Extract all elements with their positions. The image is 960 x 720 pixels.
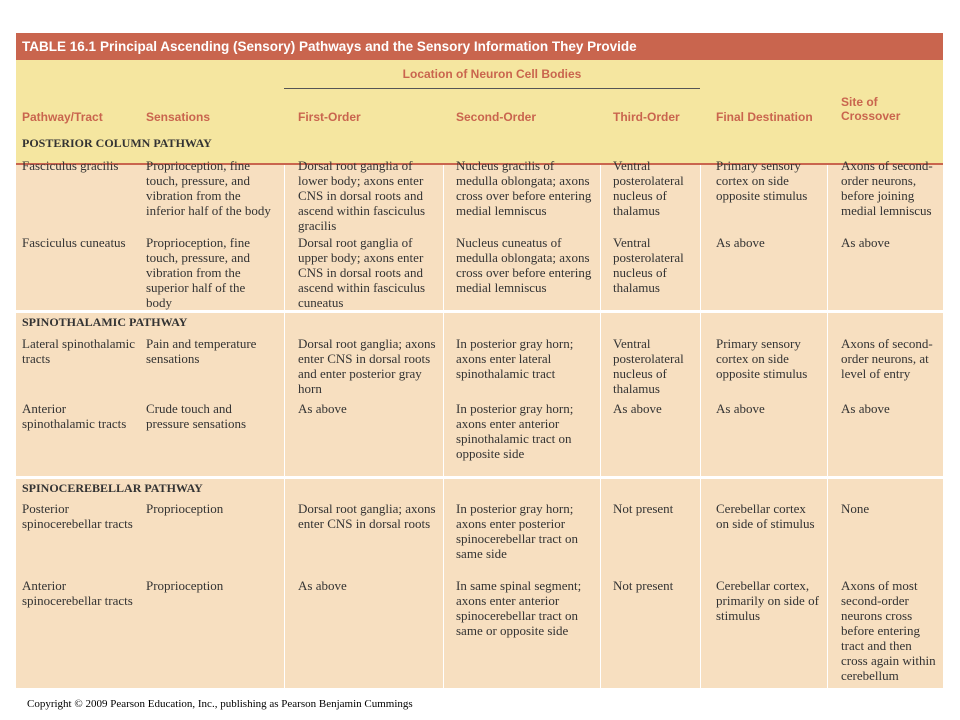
column-divider: [600, 165, 601, 688]
table-cell-second-order: In same spinal segment; axons enter anterior spinocerebellar tract on same or opposite side: [456, 578, 582, 638]
table-cell-third-order: Not present: [613, 501, 674, 516]
col-header-third-order: Third-Order: [613, 110, 680, 124]
table-cell-crossover: None: [841, 501, 870, 516]
section-title: SPINOCEREBELLAR PATHWAY: [22, 481, 203, 495]
table-cell-third-order: Ventral posterolateral nucleus of thalamus: [613, 158, 684, 218]
table-cell-pathway: Fasciculus cuneatus: [22, 235, 126, 250]
table-cell-sensations: Proprioception, fine touch, pressure, and vibration from the inferior half of the body: [146, 158, 271, 218]
table-cell-destination: Cerebellar cortex on side of stimulus: [716, 501, 815, 531]
table-cell-second-order: In posterior gray horn; axons enter lateral spinothalamic tract: [456, 336, 574, 381]
column-divider: [700, 165, 701, 688]
table-cell-destination: Primary sensory cortex on side opposite stimulus: [716, 158, 808, 203]
table-cell-sensations: Proprioception, fine touch, pressure, and vibration from the superior half of the body: [146, 235, 250, 310]
column-divider: [827, 165, 828, 688]
table-cell-second-order: Nucleus cuneatus of medulla oblongata; axons cross over before entering medial lemniscus: [456, 235, 592, 295]
copyright-notice: Copyright © 2009 Pearson Education, Inc., publishing as Pearson Benjamin Cummings: [27, 698, 413, 710]
table-title: Principal Ascending (Sensory) Pathways and the Sensory Information They Provide: [100, 39, 637, 54]
table-cell-sensations: Proprioception: [146, 501, 224, 516]
table-cell-pathway: Anterior spinocerebellar tracts: [22, 578, 133, 608]
table-cell-destination: Primary sensory cortex on side opposite stimulus: [716, 336, 808, 381]
location-header-rule: [284, 88, 700, 89]
col-header-final-destination: Final Destination: [716, 110, 813, 124]
table-cell-third-order: Not present: [613, 578, 674, 593]
table-number: TABLE 16.1: [22, 39, 97, 54]
table-cell-second-order: In posterior gray horn; axons enter posterior spinocerebellar tract on same side: [456, 501, 578, 561]
table-cell-destination: As above: [716, 401, 765, 416]
table-cell-crossover: As above: [841, 401, 890, 416]
table-cell-pathway: Lateral spinothalamic tracts: [22, 336, 135, 366]
table-cell-crossover: Axons of most second-order neurons cross before entering tract and then cross again within cerebellum: [841, 578, 936, 683]
section-divider: [16, 476, 943, 479]
table-cell-first-order: As above: [298, 578, 347, 593]
section-title: POSTERIOR COLUMN PATHWAY: [22, 136, 212, 150]
sensory-pathways-table: [16, 33, 943, 688]
section-divider: [16, 310, 943, 313]
table-cell-first-order: Dorsal root ganglia; axons enter CNS in dorsal roots: [298, 501, 436, 531]
table-cell-first-order: As above: [298, 401, 347, 416]
col-header-sensations: Sensations: [146, 110, 211, 124]
table-cell-third-order: Ventral posterolateral nucleus of thalamus: [613, 235, 684, 295]
table-cell-crossover: Axons of second-order neurons, at level of entry: [841, 336, 933, 381]
table-cell-sensations: Proprioception: [146, 578, 224, 593]
column-divider: [443, 165, 444, 688]
table-cell-first-order: Dorsal root ganglia of upper body; axons enter CNS in dorsal roots and ascend within fasciculus cuneatus: [298, 235, 426, 310]
col-header-pathway: Pathway/Tract: [22, 110, 103, 124]
table-cell-sensations: Crude touch and pressure sensations: [146, 401, 247, 431]
table-cell-pathway: Anterior spinothalamic tracts: [22, 401, 127, 431]
table-cell-crossover: Axons of second-order neurons, before joining medial lemniscus: [841, 158, 933, 218]
col-header-second-order: Second-Order: [456, 110, 537, 124]
location-header: Location of Neuron Cell Bodies: [402, 67, 582, 81]
table-cell-pathway: Posterior spinocerebellar tracts: [22, 501, 133, 531]
table-cell-third-order: Ventral posterolateral nucleus of thalamus: [613, 336, 684, 396]
table-cell-first-order: Dorsal root ganglia; axons enter CNS in dorsal roots and enter posterior gray horn: [298, 336, 436, 396]
section-title: SPINOTHALAMIC PATHWAY: [22, 315, 188, 329]
table-cell-pathway: Fasciculus gracilis: [22, 158, 119, 173]
table-cell-third-order: As above: [613, 401, 662, 416]
table-cell-destination: Cerebellar cortex, primarily on side of stimulus: [716, 578, 819, 623]
col-header-crossover: Site of Crossover: [841, 95, 901, 123]
table-cell-sensations: Pain and temperature sensations: [146, 336, 257, 366]
table-cell-second-order: Nucleus gracilis of medulla oblongata; axons cross over before entering medial lemniscus: [456, 158, 592, 218]
table-cell-second-order: In posterior gray horn; axons enter anterior spinothalamic tract on opposite side: [456, 401, 574, 461]
col-header-first-order: First-Order: [298, 110, 361, 124]
table-cell-first-order: Dorsal root ganglia of lower body; axons enter CNS in dorsal roots and ascend within fasciculus gracilis: [298, 158, 426, 233]
column-divider: [284, 165, 285, 688]
table-title-bar: [16, 33, 943, 60]
table-cell-destination: As above: [716, 235, 765, 250]
table-cell-crossover: As above: [841, 235, 890, 250]
